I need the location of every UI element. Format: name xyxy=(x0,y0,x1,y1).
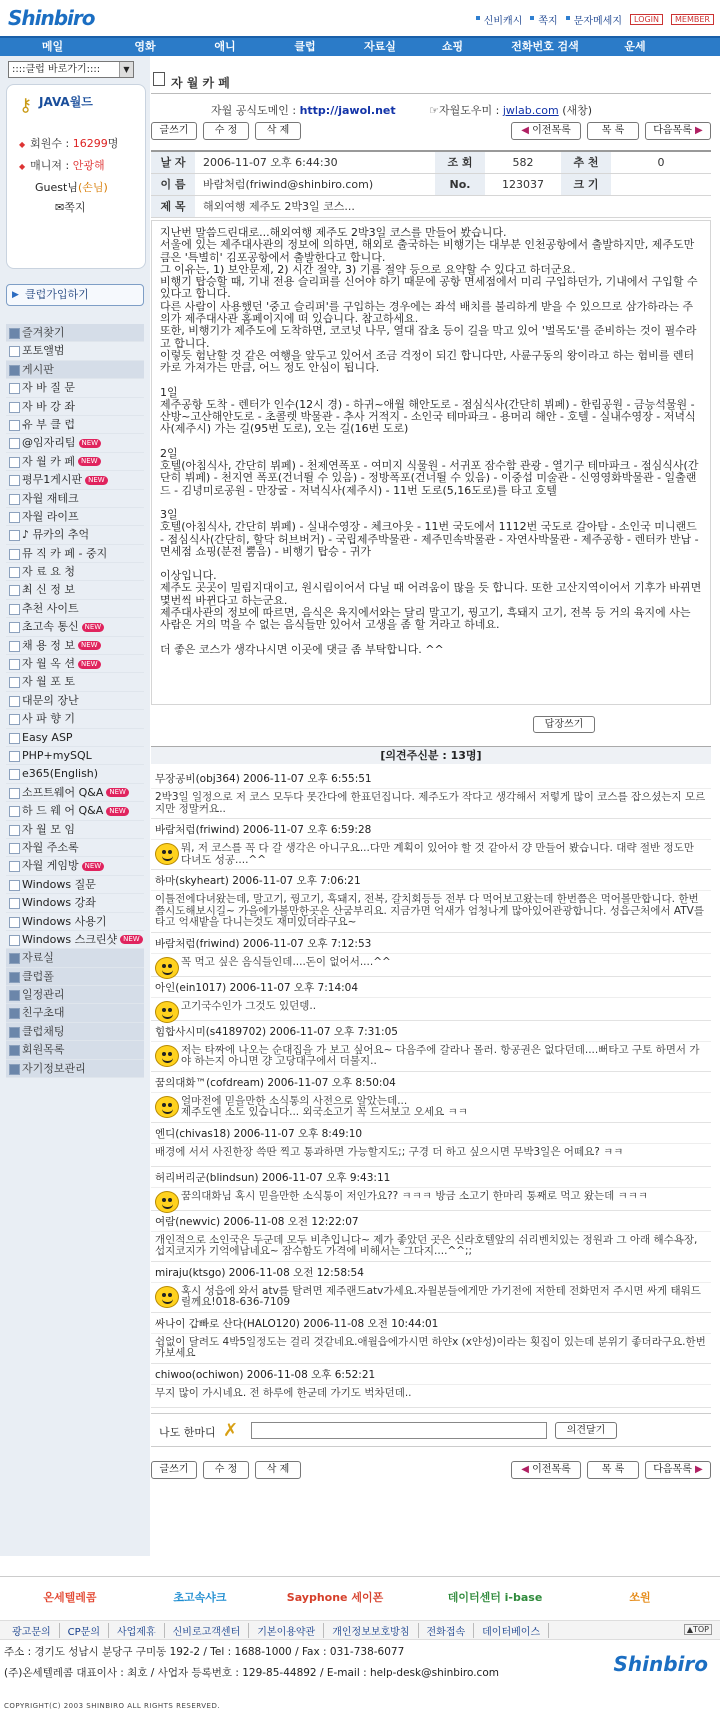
smiley-icon xyxy=(155,957,179,979)
new-badge: NEW xyxy=(79,439,102,448)
sidebar-menu-item[interactable]: Windows 스크린샷 NEW xyxy=(6,931,144,949)
copyright: COPYRIGHT(C) 2003 SHINBIRO ALL RIGHTS RESERVED. xyxy=(4,1702,221,1710)
footer-link[interactable]: 신비로고객센터 xyxy=(165,1623,250,1638)
post-paragraph: 1일 xyxy=(160,385,178,399)
partner-ibase[interactable]: 데이터센터 i-base xyxy=(447,1590,543,1604)
comment-header: 바람처럼(friwind) 2006-11-07 오후 7:12:53 xyxy=(151,933,711,954)
nav-movie[interactable]: 영화 xyxy=(134,40,156,53)
post-paragraph: 제주공항 도착 - 렌터가 인수(12시 경) - 하귀~애월 해안도로 - 점심식사(간단히 뷔페) - 한림공원 - 금능석물원 - 산방~고산해안도로 - 초콜렛 박물관 - 추사 거적지 - 소인국 테마파크 - 용머리 해안 - 호텔 - 실내수영장 - 저녁식사(제주시) 가는 길(95번 도로), 오는 길(16번 도로) xyxy=(160,397,699,436)
footer-address xyxy=(4,1643,499,1683)
comment-body: 무지 많이 가시네요. 전 하루에 한군데 가기도 벅차던데.. xyxy=(155,1386,412,1399)
prev-list-button[interactable]: ◀ 이전목록 xyxy=(511,122,581,140)
sidebar-menu-item[interactable]: 채 용 정 보 NEW xyxy=(6,637,144,655)
post-paragraph: 서울에 있는 제주대사관의 정보에 의하면, 해외로 출국하는 비행기는 대부분 인천공항에서 출발하지만, 제주도만큼은 '특별히' 김포공항에서 출발한다고 합니다. xyxy=(160,238,695,264)
guest-info: Guest님(손님) xyxy=(35,181,108,194)
comment-header: chiwoo(ochiwon) 2006-11-08 오후 6:52:21 xyxy=(151,1364,711,1385)
comment-header: 힘합사시미(s4189702) 2006-11-07 오후 7:31:05 xyxy=(151,1021,711,1042)
home-url-link[interactable]: http://jawol.net xyxy=(299,104,396,117)
post-paragraph: 제주도 곳곳이 밀림지대이고, 원시림이어서 다닐 때 어려움이 많을 듯 합니다. 또한 고산지역이어서 기후가 바뀌면 몇번씩 바뀐다고 하는군요. xyxy=(160,581,705,607)
comment-item xyxy=(151,870,711,933)
link-cash[interactable]: 신비캐시 xyxy=(476,12,523,27)
write-button-bottom[interactable]: 글쓰기 xyxy=(151,1461,197,1479)
nav-anime[interactable]: 애니 xyxy=(214,40,236,53)
board-title-bar xyxy=(151,64,711,94)
sidebar-menu-item[interactable]: 게시판 xyxy=(6,361,144,379)
key-icon: ⚷ xyxy=(19,95,33,116)
comment-body: 쉽없이 달려도 4박5일정도는 걸리 것같네요.애월읍에가시면 하얀x (x얀성)이라는 횟집이 있는데 분위기 좋더라구요.한번가보세요 xyxy=(155,1335,706,1359)
sidebar-menu-item[interactable]: PHP+mySQL xyxy=(6,747,144,765)
sidebar-menu-item[interactable]: 자월 라이프 xyxy=(6,508,144,526)
login-button[interactable]: LOGIN xyxy=(630,14,663,25)
sidebar-menu-item[interactable]: 초고속 통신 NEW xyxy=(6,618,144,636)
list-button-bottom[interactable]: 목 록 xyxy=(587,1461,639,1479)
post-subject: 해외여행 제주도 2박3일 코스... xyxy=(203,200,355,213)
sidebar-menu-item[interactable]: Easy ASP xyxy=(6,729,144,747)
partner-ssowon[interactable]: 쏘원 xyxy=(629,1590,651,1604)
company-line: (주)온세텔레콤 대표이사 : 최호 / 사업자 등록번호 : 129-85-44892 / E-mail : help-desk@shinbiro.com xyxy=(4,1667,499,1679)
top-toolbar xyxy=(151,122,711,140)
comment-body: 혹시 성읍에 와서 atv를 탈려면 제주랜드atv가세요.자월분들에게만 가기전에 저한테 전화먼저 주시면 싸게 태워드릴께요!018-636-7109 xyxy=(151,1283,711,1312)
comment-item xyxy=(151,819,711,870)
sidebar-menu-item[interactable]: e365(English) xyxy=(6,765,144,783)
new-badge: NEW xyxy=(82,623,105,632)
nav-shopping[interactable]: 쇼핑 xyxy=(441,40,464,53)
post-paragraph xyxy=(160,497,702,509)
sidebar-menu-item[interactable]: 하 드 웨 어 Q&A NEW xyxy=(6,802,144,820)
post-paragraph: 더 좋은 코스가 생각나시면 이곳에 댓글 좀 부탁합니다. ^^ xyxy=(160,642,444,656)
sidebar-menu-item[interactable]: Windows 강좌 xyxy=(6,894,144,912)
member-count: ◆ 회원수 : 16299명 xyxy=(19,135,118,151)
comment-item xyxy=(151,1313,711,1364)
partner-onse[interactable]: 온세텔레콤 xyxy=(43,1590,97,1604)
post-body xyxy=(151,220,711,705)
sidebar-menu-item[interactable]: 회원목록 xyxy=(6,1041,144,1059)
sidebar-menu-item[interactable]: Windows 질문 xyxy=(6,876,144,894)
sidebar-menu-item[interactable]: 최 신 정 보 xyxy=(6,581,144,599)
address-line: 주소 : 경기도 성남시 분당구 구미동 192-2 / Tel : 1688-1000 / Fax : 031-738-6077 xyxy=(4,1646,405,1658)
smiley-icon xyxy=(155,1096,179,1118)
comment-header: 아인(ein1017) 2006-11-07 오후 7:14:04 xyxy=(151,977,711,998)
sidebar-menu-item[interactable]: 자료실 xyxy=(6,949,144,967)
club-select[interactable]: ::::클럽 바로가기:::: ▼ xyxy=(8,61,134,78)
comment-item xyxy=(151,1072,711,1123)
comment-item xyxy=(151,933,711,977)
sidebar-menu-item[interactable]: 사 파 향 기 xyxy=(6,710,144,728)
sidebar-menu-item[interactable]: 클럽폴 xyxy=(6,968,144,986)
comment-body: 저는 타짜에 나오는 순대집을 가 보고 싶어요~ 다음주에 갈라나 몰러. 항공권은 없다던데....뻐타고 구토 하면서 가야 하는지 아니면 걍 고당대구에서 더물지.. xyxy=(151,1042,711,1071)
comment-header: 싸나이 갑빠로 산다(HALO120) 2006-11-08 오전 10:44:01 xyxy=(151,1313,711,1334)
sidebar-menu-item[interactable]: 자 월 카 페 NEW xyxy=(6,453,144,471)
notepad-icon xyxy=(153,72,165,86)
comment-item xyxy=(151,1123,711,1167)
sidebar-menu-item[interactable]: 소프트웨어 Q&A NEW xyxy=(6,784,144,802)
partner-shark[interactable]: 초고속샤크 xyxy=(173,1590,227,1604)
post-paragraph: 그 이유는, 1) 보안문제, 2) 시간 절약, 3) 기름 절약 등으로 요약할 수 있다고 하더군요. xyxy=(160,262,576,276)
footer-link[interactable]: 사업제휴 xyxy=(109,1623,165,1638)
comment-item xyxy=(151,768,711,819)
chevron-down-icon: ▼ xyxy=(119,62,133,77)
footer-link[interactable]: 데이터베이스 xyxy=(474,1623,549,1638)
post-paragraph: 이렇듯 험난할 것 같은 여행을 앞두고 있어서 조금 걱정이 되긴 합니다만, 사륜구동의 왕이라고 하는 험비를 렌터카로 가져가는 만큼, 어느 정도 안심이 됩니다. xyxy=(160,348,695,375)
post-info-table xyxy=(151,150,711,218)
post-paragraph xyxy=(160,375,702,387)
club-menu xyxy=(6,324,144,1078)
comment-body: 뭐, 저 코스를 꼭 다 갈 생각은 아니구요...다만 계획이 있어야 할 것 같아서 걍 만들어 봤습니다. 대략 절반 정도만 다녀도 성공....^^ xyxy=(151,840,711,869)
nav-club[interactable]: 클럽 xyxy=(294,40,316,53)
comments-title: [의견주신분 : 13명] xyxy=(151,746,711,764)
sidebar-menu-item[interactable]: ♪ 뮤카의 추억 xyxy=(6,526,144,544)
comment-body: 얼마전에 믿을만한 소식통의 사전으로 알았는데... 제주도엔 소도 있습니다... 외국소고기 꼭 드셔보고 오세요 ㅋㅋ xyxy=(151,1093,711,1122)
main-content xyxy=(151,56,720,1556)
comment-body: 이틀전에다녀왔는데, 말고기, 꿩고기, 흑돼지, 전복, 갈치회등등 전부 다 먹어보고왔는데 한번쯤은 먹어볼만합니다. 한번쯤시도해보시길~ 가을에가볼만한곳은 산굼부리요. 지금가면 억새가 엄청나게 많아있어관광합니다. 성읍근처에서 ATV를 타고 억새밭을 다니는것도 재미있더라구요~ xyxy=(155,893,708,928)
post-paragraph: 2일 xyxy=(160,446,178,460)
sidebar-menu-item[interactable]: 자 월 포 토 xyxy=(6,673,144,691)
comment-input[interactable] xyxy=(251,1422,547,1439)
size-label: 크 기 xyxy=(561,174,611,195)
edit-button[interactable]: 수 정 xyxy=(203,122,249,140)
member-button[interactable]: MEMBER xyxy=(671,14,714,25)
footer-links xyxy=(0,1620,720,1640)
nav-fortune[interactable]: 운세 xyxy=(624,40,646,53)
post-rec: 0 xyxy=(657,156,665,169)
footer-link[interactable]: 기본이용약관 xyxy=(249,1623,324,1638)
partner-sayphone[interactable]: Sayphone 세이폰 xyxy=(286,1590,384,1604)
comment-header: 엔디(chivas18) 2006-11-07 오후 8:49:10 xyxy=(151,1123,711,1144)
sidebar-menu-item[interactable]: 포토앨범 xyxy=(6,342,144,360)
sidebar-menu-item[interactable]: 클럽채팅 xyxy=(6,1023,144,1041)
footer-link[interactable]: 전화접속 xyxy=(419,1623,475,1638)
bottom-toolbar xyxy=(151,1461,711,1479)
subject-label: 제 목 xyxy=(151,196,195,217)
post-paragraph xyxy=(160,558,702,570)
sidebar-menu-item[interactable]: 대문의 장난 xyxy=(6,692,144,710)
post-paragraph: 지난번 말씀드린대로...해외여행 제주도 2박3일 코스를 만들어 봤습니다. xyxy=(160,226,507,239)
footer-link[interactable]: 개인정보보호방침 xyxy=(324,1623,418,1638)
delete-button-bottom[interactable]: 삭 제 xyxy=(255,1461,301,1479)
comment-item xyxy=(151,1364,711,1408)
sidebar-menu-item[interactable]: 뮤 직 카 페 - 중지 xyxy=(6,545,144,563)
partner-logos xyxy=(0,1576,720,1616)
rec-label: 추 천 xyxy=(561,152,611,173)
post-views: 582 xyxy=(512,156,534,169)
comment-body: 꿈의대화님 혹시 믿을만한 소식통이 저인가요?? ㅋㅋㅋ 방금 소고기 한마리 통째로 먹고 왔는데 ㅋㅋㅋ xyxy=(151,1188,711,1210)
shinbiro-logo[interactable]: Shinbiro xyxy=(8,6,95,30)
no-label: No. xyxy=(435,174,485,195)
sidebar-menu-item[interactable]: 일정관리 xyxy=(6,986,144,1004)
club-name: JAVA월드 xyxy=(39,95,93,109)
comment-item xyxy=(151,1262,711,1313)
post-paragraph: 다른 사람이 사용했던 '중고 슬리퍼'를 구입하는 경우에는 좌석 배치를 불리하게 받을 수 있으므로 삼가하라는 주의가 제주대사관 홈페이지에 떠 있습니다. 참고하세요. xyxy=(160,299,694,326)
comment-body: 고기국수인가 그것도 있던뎅.. xyxy=(151,998,711,1020)
helper-icon: ☞ xyxy=(429,104,440,117)
sidebar xyxy=(0,56,150,1556)
smiley-icon xyxy=(155,843,179,865)
footer-link[interactable]: 광고문의 xyxy=(4,1623,60,1638)
sidebar-menu-item[interactable]: 친구초대 xyxy=(6,1004,144,1022)
post-paragraph: 호텔(아침식사, 간단히 뷔페) - 천제연폭포 - 여미지 식물원 - 서귀포 잠수함 관광 - 열기구 테마파크 - 점심식사(간단히 뷔페) - 천지연 폭포(건너뛸 수 있음) - 정방폭포(건너뛸 수 있음) - 이중섭 미술관 - 신영영화박물관 - 일출랜드 - 김녕미로공원 - 만장굴 - 저녁식사(제주시) - 11번 도로(5,16도로)를 타고 호텔 xyxy=(160,459,699,497)
sidebar-menu-item[interactable]: 자 료 요 청 xyxy=(6,563,144,581)
name-label: 이 름 xyxy=(151,174,195,195)
sidebar-menu-item[interactable]: 자월 주소록 xyxy=(6,839,144,857)
sidebar-menu-item[interactable]: 즐겨찾기 xyxy=(6,324,144,342)
sidebar-menu-item[interactable]: 추천 사이트 xyxy=(6,600,144,618)
edit-button-bottom[interactable]: 수 정 xyxy=(203,1461,249,1479)
sidebar-menu-item[interactable]: Windows 사용기 xyxy=(6,913,144,931)
post-paragraph: 또한, 비행기가 제주도에 도착하면, 코코넛 나무, 열대 잡초 등이 길을 막고 있어 '벌목도'를 준비하는 것이 필수라고 합니다. xyxy=(160,324,697,350)
submit-comment-button[interactable]: 의견달기 xyxy=(555,1422,617,1439)
post-size xyxy=(611,174,711,195)
post-number: 123037 xyxy=(502,178,544,191)
footer-link[interactable]: CP문의 xyxy=(60,1623,109,1638)
board-title: 자 월 카 페 xyxy=(171,76,230,90)
post-paragraph: 비행기 탑승할 때, 기내 전용 슬리퍼를 신어야 하기 때문에 공항 면세점에서 미리 구입하던가, 기내에서 구입할 수 있다고 합니다. xyxy=(160,275,702,301)
delete-button[interactable]: 삭 제 xyxy=(255,122,301,140)
next-list-button-bottom[interactable]: 다음목록 ▶ xyxy=(645,1461,711,1479)
sidebar-menu-item[interactable]: 평무1게시판 NEW xyxy=(6,471,144,489)
smiley-icon xyxy=(155,1286,179,1308)
new-badge: NEW xyxy=(85,476,108,485)
list-button[interactable]: 목 록 xyxy=(587,122,639,140)
comment-label: 나도 한마디 xyxy=(159,1426,216,1439)
comment-body: 배경에 서서 사진한장 쓱딴 찍고 통과하면 가능할지도;; 구경 더 하고 싶으시면 무박3일은 어떼요? ㅋㅋ xyxy=(155,1145,624,1158)
comment-header: miraju(ktsgo) 2006-11-08 오전 12:58:54 xyxy=(151,1262,711,1283)
new-badge: NEW xyxy=(78,457,101,466)
post-date: 2006-11-07 오후 6:44:30 xyxy=(203,156,338,169)
comment-item xyxy=(151,1211,711,1262)
sidebar-menu-item[interactable]: 자 월 옥 션 NEW xyxy=(6,655,144,673)
sidebar-menu-item[interactable]: 자월 재테크 xyxy=(6,490,144,508)
comment-header: 꿈의대화™(cofdream) 2006-11-07 오후 8:50:04 xyxy=(151,1072,711,1093)
club-info-box xyxy=(6,84,146,269)
site-header xyxy=(0,0,720,36)
write-button[interactable]: 글쓰기 xyxy=(151,122,197,140)
post-paragraph: 제주대사관의 정보에 따르면, 음식은 육지에서와는 달리 말고기, 꿩고기, 흑돼지 고기, 전복 등 거의 육지에 사는 사람은 거의 먹을 수 없는 음식들만 있어서 고생을 좀 할 거라고 하네요. xyxy=(160,606,694,632)
post-paragraph: 호텔(아침식사, 간단히 뷔페) - 실내수영장 - 체크아웃 - 11번 국도에서 1112번 국도로 갈아탐 - 소인국 미니랜드 - 점심식사(간단히, 할닥 허브버거) - 국립제주박물관 - 제주민속박물관 - 자연사박물관 - 제주공항 - 렌터카 반납 - 면세점 쇼핑(분전 뿜음) - 비행기 탑승 - 귀가 xyxy=(160,520,703,558)
sidebar-menu-item[interactable]: 유 부 클 럽 xyxy=(6,416,144,434)
new-badge: NEW xyxy=(120,935,143,944)
reply-button[interactable]: 답장쓰기 xyxy=(533,716,595,733)
comment-header: 바람처럼(friwind) 2006-11-07 오후 6:59:28 xyxy=(151,819,711,840)
views-label: 조 회 xyxy=(435,152,485,173)
comment-header: 하마(skyheart) 2006-11-07 오후 7:06:21 xyxy=(151,870,711,891)
footer-logo: Shinbiro xyxy=(613,1652,708,1676)
nav-mail[interactable]: 메일 xyxy=(41,40,64,53)
new-badge: NEW xyxy=(82,862,105,871)
sidebar-menu-item[interactable]: @임자리팀 NEW xyxy=(6,434,144,452)
comment-form xyxy=(151,1413,711,1447)
comment-header: 무장공비(obj364) 2006-11-07 오후 6:55:51 xyxy=(151,768,711,789)
post-paragraph xyxy=(160,632,702,644)
smiley-icon xyxy=(155,1045,179,1067)
new-badge: NEW xyxy=(78,660,101,669)
smiley-icon xyxy=(155,1191,179,1213)
comment-item xyxy=(151,1167,711,1211)
join-club-button[interactable]: ▶ 클럽가입하기 xyxy=(6,284,144,306)
top-links xyxy=(476,12,714,27)
date-label: 날 자 xyxy=(151,152,195,173)
new-badge: NEW xyxy=(78,641,101,650)
manager-info: ◆ 매니져 : 안광해 xyxy=(19,157,105,173)
comment-header: 허리버리군(blindsun) 2006-11-07 오후 9:43:11 xyxy=(151,1167,711,1188)
comment-header: 여람(newvic) 2006-11-08 오전 12:22:07 xyxy=(151,1211,711,1232)
main-nav xyxy=(0,36,720,56)
sidebar-menu-item[interactable]: 자 월 모 임 xyxy=(6,821,144,839)
comment-body: 2박3일 일정으로 저 코스 모두다 못간다에 한표던집니다. 제주도가 작다고 생각해서 저렇게 많이 코스를 잡으셨는지 모르지만 정말커요.. xyxy=(155,791,706,815)
pencil-icon: ✗ xyxy=(223,1420,239,1441)
post-paragraph: 이상입니다. xyxy=(160,569,217,583)
helper-url-link[interactable]: jwlab.com xyxy=(502,104,559,117)
next-list-button[interactable]: 다음목록 ▶ xyxy=(645,122,711,140)
nav-data[interactable]: 자료실 xyxy=(364,40,396,53)
prev-list-button-bottom[interactable]: ◀ 이전목록 xyxy=(511,1461,581,1479)
comment-list xyxy=(151,768,711,1408)
smiley-icon xyxy=(155,1001,179,1023)
link-message[interactable]: 쪽지 xyxy=(530,12,557,27)
comment-body: 개인적으로 소인국은 두군데 모두 비추입니다~ 제가 좋았던 곳은 신라호텔앞의 쉬리벤치있는 정원과 그 아래 해수욕장, 섭지코지가 기억에남네요~ 잠수함도 가격에 비해서는 그다지....^^;; xyxy=(155,1233,701,1257)
comment-body: 꼭 먹고 싶은 음식들인데....돈이 없어서....^^ xyxy=(151,954,711,976)
post-paragraph xyxy=(160,436,702,448)
post-author[interactable]: 바람처럼(friwind@shinbiro.com) xyxy=(203,178,374,191)
new-badge: NEW xyxy=(106,788,129,797)
sidebar-menu-item[interactable]: 자 바 질 문 xyxy=(6,379,144,397)
comment-item xyxy=(151,977,711,1021)
new-badge: NEW xyxy=(106,807,129,816)
top-button[interactable]: ▲TOP xyxy=(684,1624,712,1635)
comment-item xyxy=(151,1021,711,1072)
nav-phone-search[interactable]: 전화번호 검색 xyxy=(511,40,579,53)
homepage-line: 자월 공식도메인 : http://jawol.net ☞자월도우미 : jwlab.com (새창) xyxy=(211,104,593,117)
sidebar-menu-item[interactable]: 자월 게임방 NEW xyxy=(6,857,144,875)
message-link[interactable]: ✉쪽지 xyxy=(55,201,86,214)
sidebar-menu-item[interactable]: 자 바 강 좌 xyxy=(6,398,144,416)
link-sms[interactable]: 문자메세지 xyxy=(566,12,622,27)
sidebar-menu-item[interactable]: 자기정보관리 xyxy=(6,1060,144,1078)
post-paragraph: 3일 xyxy=(160,507,178,521)
